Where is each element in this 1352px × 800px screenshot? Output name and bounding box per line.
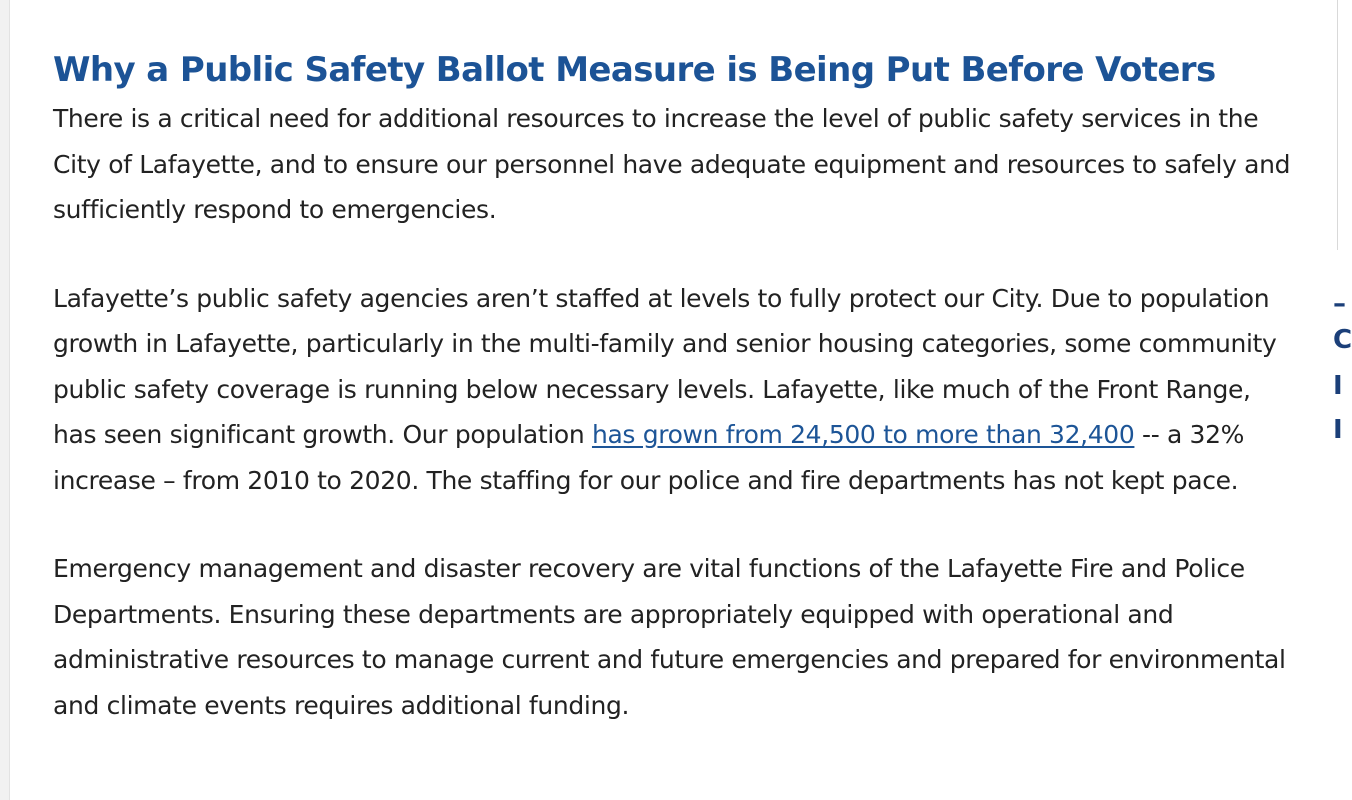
paragraph-text: Lafayette’s public safety agencies aren’t staffed at levels to fully protect our City. Due to population growth in Lafayette, particularly in the multi-family and senior housing categories, some community public safety coverage is running below necessary levels. Lafayette, like much of the Front Range, has seen significant growth. Our population [53, 283, 1277, 449]
sidebar-clipped-text: – [1333, 289, 1346, 319]
paragraph-emergency-management: Emergency management and disaster recovery are vital functions of the Lafayette Fire and Police Departments. Ensuring these departments are appropriately equipped with operational and administrative resources to manage current and future emergencies and prepared for environmental and climate events requires additional funding. [53, 554, 1286, 720]
paragraph-staffing-growth [53, 276, 1293, 504]
paragraph-text: -- a 32% increase – from 2010 to 2020. The staffing for our police and fire departments has not kept pace. [53, 420, 1245, 495]
section-heading: Why a Public Safety Ballot Measure is Being Put Before Voters [53, 50, 1216, 90]
article-content [53, 42, 1293, 771]
sidebar-divider [1337, 0, 1338, 250]
sidebar-clipped-text: I [1333, 371, 1343, 401]
sidebar-clipped-text: C [1333, 325, 1352, 355]
population-growth-link[interactable]: has grown from 24,500 to more than 32,400 [591, 420, 1135, 449]
paragraph-need-for-resources: There is a critical need for additional resources to increase the level of public safety services in the City of Lafayette, and to ensure our personnel have adequate equipment and resources to safely and sufficiently respond to emergencies. [53, 104, 1291, 224]
left-page-edge [0, 0, 10, 800]
sidebar-clipped-text: I [1333, 415, 1343, 445]
